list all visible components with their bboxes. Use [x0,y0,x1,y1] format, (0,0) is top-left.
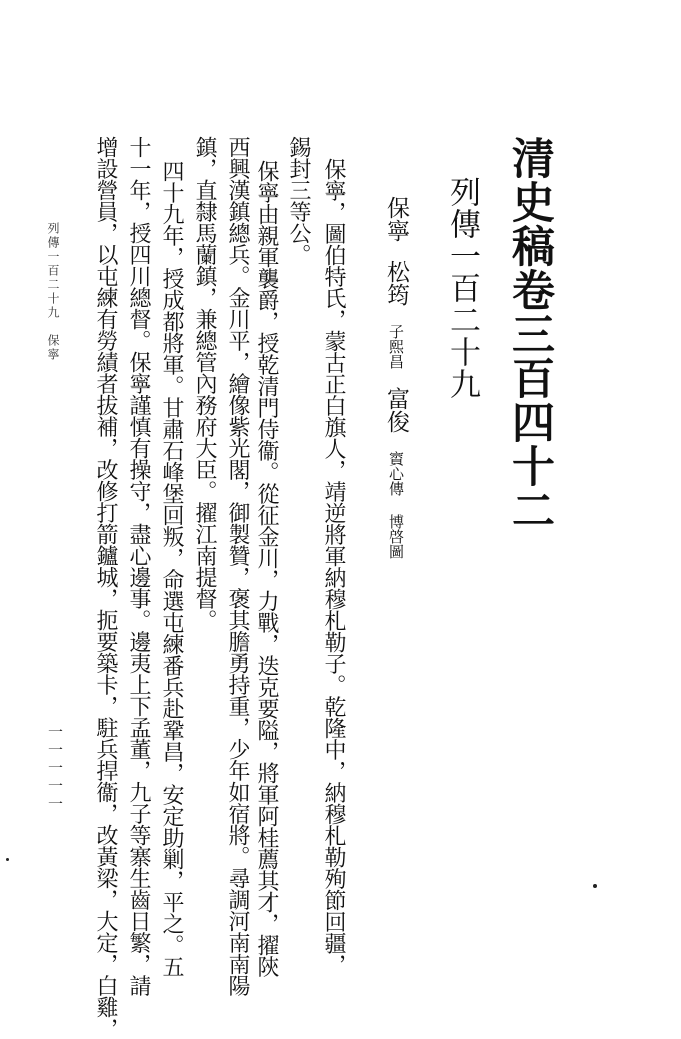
name-fujun-note: 賨心傳 [387,451,405,496]
body-line-8: 增設營員，以屯練有勞績者拔補，改修打箭鑪城，扼要築卡，駐兵捍衞，改黃梁，大定，白雞， [93,136,118,1039]
name-boqitu: 博啓圖 [387,514,405,559]
body-line-4: 西興漢鎮總兵。金川平，繪像紫光閣，御製贊，褒其膽勇持重，少年如宿將。尋調河南南陽 [225,136,250,996]
body-line-2: 錫封三等公。 [286,136,311,265]
margin-note: 列傳一百二十九 保寧 [46,222,60,362]
body-line-3: 保寧由親軍襲爵，授乾清門侍衞。從征金川，力戰，迭克要隘，將軍阿桂薦其才，擢陝 [254,160,279,977]
volume-title: 清史稿卷三百四十二 [505,136,555,532]
body-line-1: 保寧，圖伯特氏，蒙古正白旗人，靖逆將軍納穆札勒子。乾隆中，納穆札勒殉節回疆， [321,158,346,975]
name-baoning: 保寧 [383,196,409,242]
scan-speck [593,884,597,888]
scan-speck [6,858,9,861]
body-line-7: 十一年，授四川總督。保寧謹慎有操守，盡心邊事。邊夷上下孟董，九子等寨生齒日繁，請 [126,136,151,996]
biography-names [384,196,407,559]
page-number: 一一一一一 [46,724,64,814]
chapter-title: 列傳一百二十九 [444,176,480,400]
name-fujun: 富俊 [383,387,409,433]
name-songyun-note: 子熙昌 [387,324,405,369]
body-line-6: 四十九年，授成都將軍。甘肅石峰堡回叛，命選屯練番兵赴鞏昌，安定助剿，平之。五 [159,160,184,977]
body-line-5: 鎮，直隸馬蘭鎮，兼總管內務府大臣。擢江南提督。 [192,136,217,631]
name-songyun: 松筠 [383,260,409,306]
